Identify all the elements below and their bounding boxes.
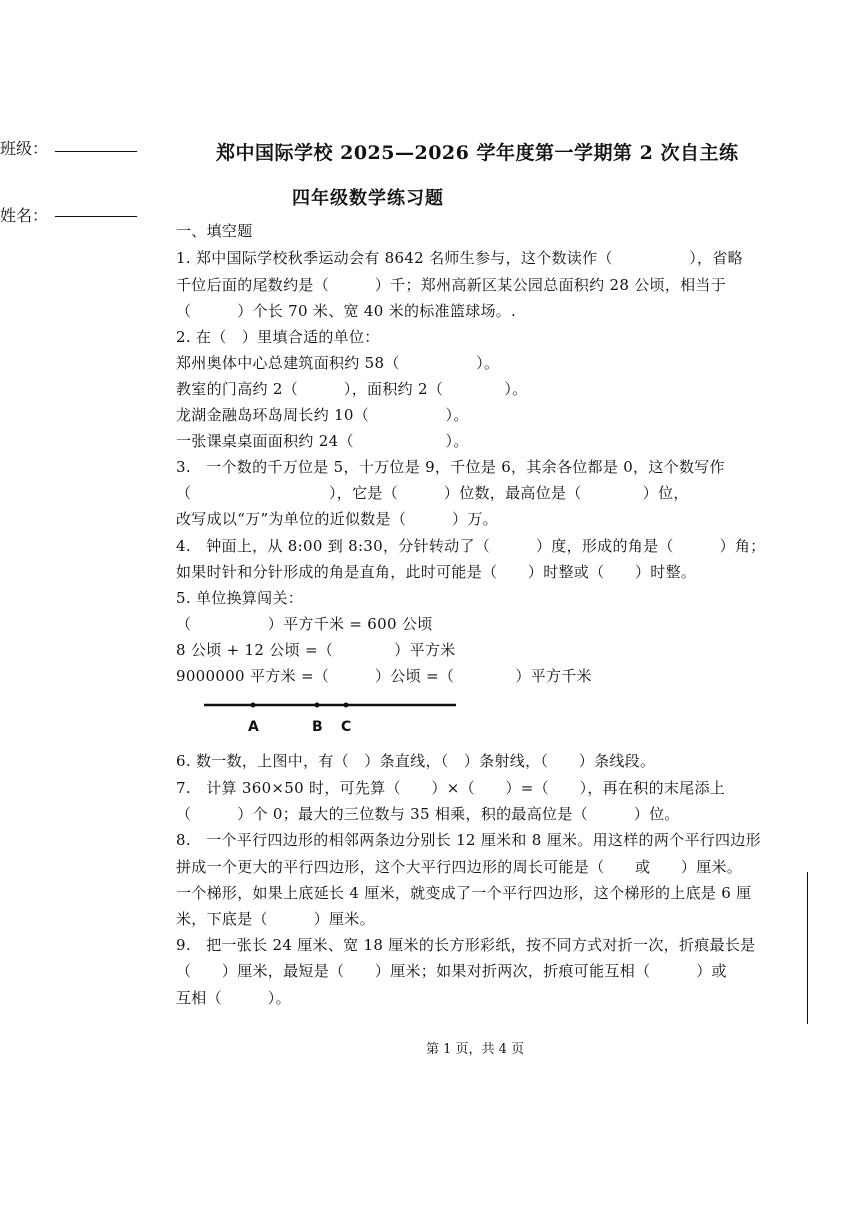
q1-line-2: 千位后面的尾数约是（ ）千；郑州高新区某公园总面积约 28 公顷，相当于 bbox=[176, 276, 727, 294]
class-label: 班级： bbox=[0, 139, 49, 158]
line-figure bbox=[196, 694, 466, 740]
q3-line-2: （ ），它是（ ）位数，最高位是（ ）位， bbox=[176, 484, 689, 502]
point-c-label: C bbox=[341, 719, 352, 735]
q3-line-1: 3. 一个数的千万位是 5，十万位是 9，千位是 6，其余各位都是 0，这个数写作 bbox=[176, 458, 725, 476]
point-c-dot bbox=[344, 703, 349, 708]
q5-heading: 5. 单位换算闯关： bbox=[176, 589, 304, 607]
q2-item-4: 一张课桌桌面面积约 24（ ）。 bbox=[176, 432, 469, 450]
q2-item-1: 郑州奥体中心总建筑面积约 58（ ）。 bbox=[176, 354, 500, 372]
q4-line-2: 如果时针和分针形成的角是直角，此时可能是（ ）时整或（ ）时整。 bbox=[176, 563, 697, 581]
q8-line-1: 8. 一个平行四边形的相邻两条边分别长 12 厘米和 8 厘米。用这样的两个平行四边形 bbox=[176, 831, 761, 849]
q2-heading: 2. 在（ ）里填合适的单位： bbox=[176, 328, 380, 346]
q8-line-4: 米，下底是（ ）厘米。 bbox=[176, 910, 375, 928]
point-a-dot bbox=[251, 703, 256, 708]
q4-line-1: 4. 钟面上，从 8:00 到 8:30，分针转动了（ ）度，形成的角是（ ）角； bbox=[176, 537, 766, 555]
point-a-label: A bbox=[248, 719, 259, 735]
section-heading: 一、填空题 bbox=[176, 222, 253, 240]
q7-line-2: （ ）个 0；最大的三位数与 35 相乘，积的最高位是（ ）位。 bbox=[176, 805, 680, 823]
document-subtitle: 四年级数学练习题 bbox=[292, 188, 444, 209]
q3-line-3: 改写成以“万”为单位的近似数是（ ）万。 bbox=[176, 510, 498, 528]
point-b-dot bbox=[315, 703, 320, 708]
q1-line-1: 1. 郑中国际学校秋季运动会有 8642 名师生参与，这个数读作（ ），省略 bbox=[176, 249, 743, 267]
q6-line: 6. 数一数，上图中，有（ ）条直线，（ ）条射线，（ ）条线段。 bbox=[176, 752, 656, 770]
q8-line-3: 一个梯形，如果上底延长 4 厘米，就变成了一个平行四边形，这个梯形的上底是 6 厘 bbox=[176, 884, 752, 902]
name-label: 姓名： bbox=[0, 206, 49, 225]
q2-item-3: 龙湖金融岛环岛周长约 10（ ）。 bbox=[176, 406, 469, 424]
point-b-label: B bbox=[312, 719, 323, 735]
q2-item-2: 教室的门高约 2（ ），面积约 2（ ）。 bbox=[176, 380, 528, 398]
page-footer: 第 1 页，共 4 页 bbox=[426, 1042, 525, 1057]
q1-line-3: （ ）个长 70 米、宽 40 米的标准篮球场。. bbox=[176, 302, 517, 320]
q5-item-2: 8 公顷 + 12 公顷 =（ ）平方米 bbox=[176, 641, 456, 659]
name-blank-line bbox=[55, 216, 137, 217]
q8-line-2: 拼成一个更大的平行四边形，这个大平行四边形的周长可能是（ 或 ）厘米。 bbox=[176, 858, 743, 876]
class-blank-line bbox=[55, 151, 137, 152]
q9-line-3: 互相（ ）。 bbox=[176, 989, 291, 1007]
q9-line-1: 9. 把一张长 24 厘米、宽 18 厘米的长方形彩纸，按不同方式对折一次，折痕最长是 bbox=[176, 936, 756, 954]
margin-rule bbox=[807, 872, 808, 1024]
q5-item-1: （ ）平方千米 = 600 公顷 bbox=[176, 615, 433, 633]
q9-line-2: （ ）厘米，最短是（ ）厘米；如果对折两次，折痕可能互相（ ）或 bbox=[176, 962, 727, 980]
q5-item-3: 9000000 平方米 =（ ）公顷 =（ ）平方千米 bbox=[176, 667, 592, 685]
document-title: 郑中国际学校 2025—2026 学年度第一学期第 2 次自主练 bbox=[216, 142, 739, 164]
q7-line-1: 7. 计算 360×50 时，可先算（ ）×（ ）=（ ），再在积的末尾添上 bbox=[176, 779, 726, 797]
